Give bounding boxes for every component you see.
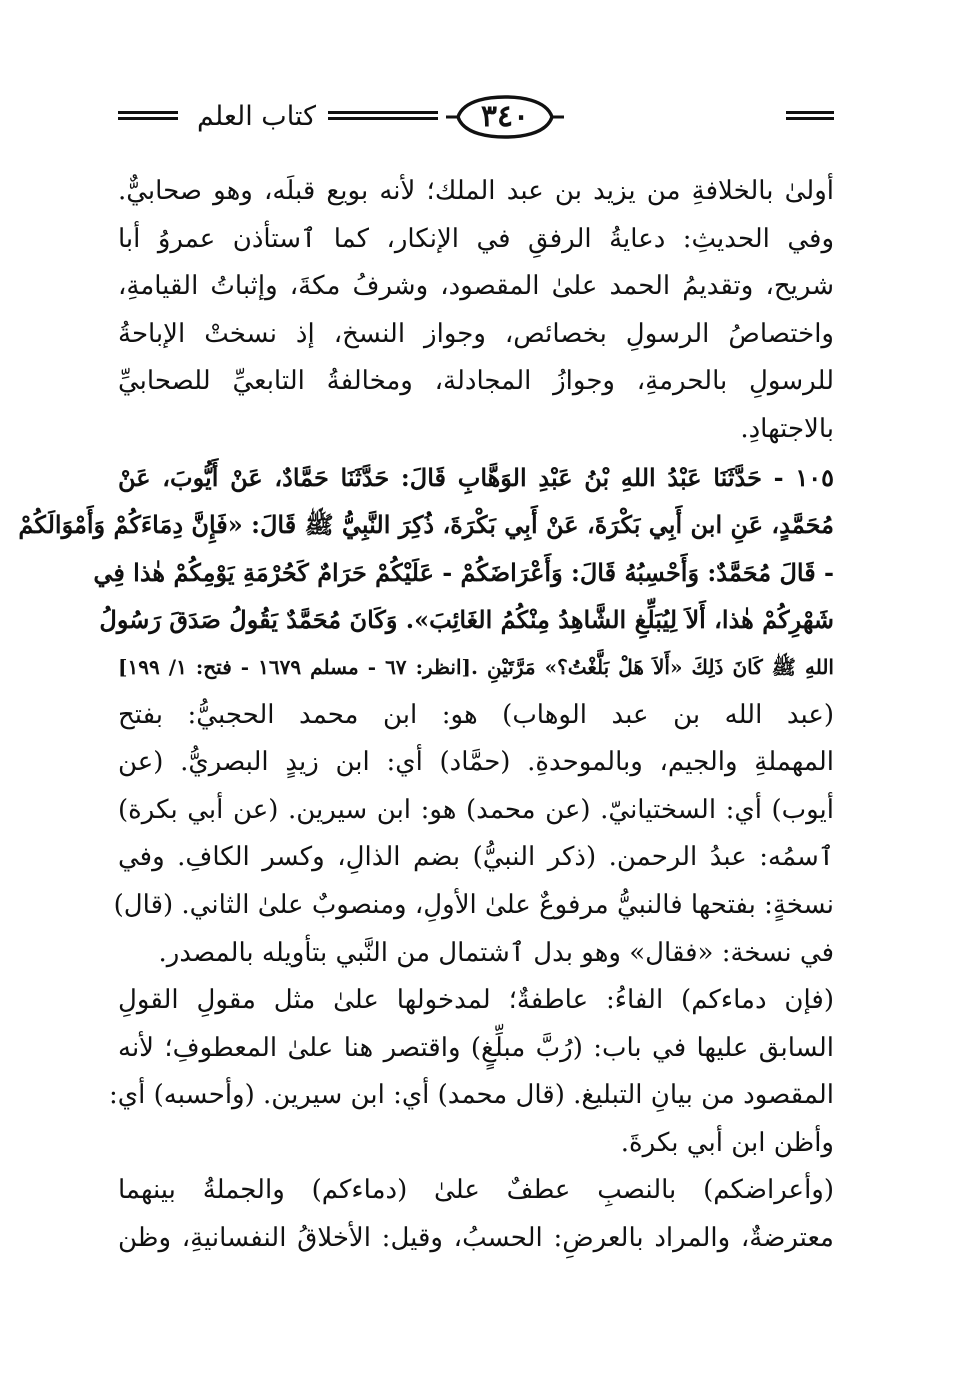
text-line: المهملةِ والجيم، وبالموحدةِ. (حمَّاد) أي: ابن زيدٍ البصريُّ. (عن	[118, 747, 834, 778]
page-number-badge	[444, 95, 566, 139]
hadith-line: ١٠٥ - حَدَّثَنَا عَبْدُ اللهِ بْنُ عَبْدِ الوَهَّابِ قَالَ: حَدَّثَنَا حَمَّادٌ، عَنْ أَيُّوبَ، عَنْ	[118, 462, 834, 492]
text-line: واختصاصُ الرسولِ بخصائص، وجواز النسخ، إذ نسختْ الإباحةُ	[118, 318, 834, 349]
text-line: السابق عليها في باب: (رُبَّ مبلِّغٍ) واقتصر هنا علىٰ المعطوفِ؛ لأنه	[118, 1032, 834, 1063]
hadith-line: مُحَمَّدٍ، عَنِ ابن أَبِي بَكْرَةَ، عَنْ أَبِي بَكْرَةَ، ذُكِرَ النَّبِيُّ ﷺ قَالَ: «فَإِنَّ دِمَاءَكُمْ وَأَمْوَالَكُمْ	[18, 510, 834, 540]
text-line: أولىٰ بالخلافةِ من يزيد بن عبد الملك؛ لأنه بويع قبلَه، وهو صحابيٌّ.	[118, 176, 834, 206]
page-header	[118, 95, 834, 145]
header-rule-middle	[328, 111, 438, 125]
header-rule-left	[118, 111, 178, 125]
text-line: وأظن ابن أبي بكرةَ.	[620, 1127, 834, 1158]
page-number: ٣٤٠	[480, 99, 530, 134]
text-line: أيوب) أي: السختيانيّ. (عن محمد) هو: ابن سيرين. (عن أبي بكرة)	[118, 794, 834, 825]
text-line: للرسولِ بالحرمةِ، وجوازُ المجادلة، ومخالفةُ التابعيِّ للصحابيِّ	[118, 366, 834, 397]
text-line: (وأعراضكم) بالنصبِ عطفٌ علىٰ (دماءكم) والجملةُ بينهما	[118, 1175, 834, 1206]
text-line: وفي الحديثِ: دعايةُ الرفقِ في الإنكار، كما ٱستأذن عمروُ أبا	[118, 223, 834, 254]
text-line: في نسخة: «فقال» وهو بدل ٱشتمال من النَّبي بتأويله بالمصدر.	[158, 937, 834, 968]
hadith-reference-line: اللهِ ﷺ كَانَ ذَلِكَ «أَلاَ هَلْ بَلَّغْتُ؟» مَرَّتَيْنِ .[انظر: ٦٧ - مسلم ١٦٧٩ - فتح: ١/ ١٩٩]	[118, 654, 834, 679]
text-line: (عبد الله بن عبد الوهاب) هو: ابن محمد الحجبيُّ: بفتح	[118, 699, 834, 730]
text-line: معترضةٌ، والمراد بالعرضِ: الحسبُ، وقيل: الأخلاقُ النفسانيةِ، وظن	[118, 1223, 834, 1254]
book-title: كتاب العلم	[197, 101, 316, 132]
header-rule-right	[786, 111, 834, 125]
body-text	[18, 168, 834, 1263]
text-line: شريح، وتقديمُ الحمد علىٰ المقصود، وشرفُ مكةَ، وإثباتُ القيامةِ،	[118, 271, 834, 302]
text-line: نسخةٍ: بفتحها فالنبيُّ مرفوعٌ علىٰ الأولِ، ومنصوبٌ علىٰ الثاني. (قال)	[113, 889, 834, 920]
text-line: (فإن دماءكم) الفاءُ: عاطفةٌ؛ لمدخولها علىٰ مثل مقولِ القولِ	[118, 985, 834, 1016]
text-line: ٱسمُه: عبدُ الرحمن. (ذكر النبيُّ) بضم الذالِ، وكسر الكافِ. وفي	[118, 842, 834, 873]
text-line: بالاجتهادِ.	[740, 413, 834, 444]
hadith-line: شَهْرِكُمْ هٰذا، أَلاَ لِيُبَلِّغِ الشَّاهِدُ مِنْكُمُ الغَائِبَ». وَكَانَ مُحَمَّدٌ يَقُولُ صَدَقَ رَسُولُ	[99, 605, 834, 635]
hadith-line: - قَالَ مُحَمَّدٌ: وَأَحْسِبُهُ قَالَ: وَأَعْرَاضَكُمْ - عَلَيْكُمْ حَرَامٌ كَحُرْمَةِ يَوْمِكُمْ هٰذا فِي	[93, 557, 834, 587]
text-line: المقصود من بيانِ التبليغ. (قال محمد) أي: ابن سيرين. (وأحسبه) أي:	[109, 1080, 834, 1111]
